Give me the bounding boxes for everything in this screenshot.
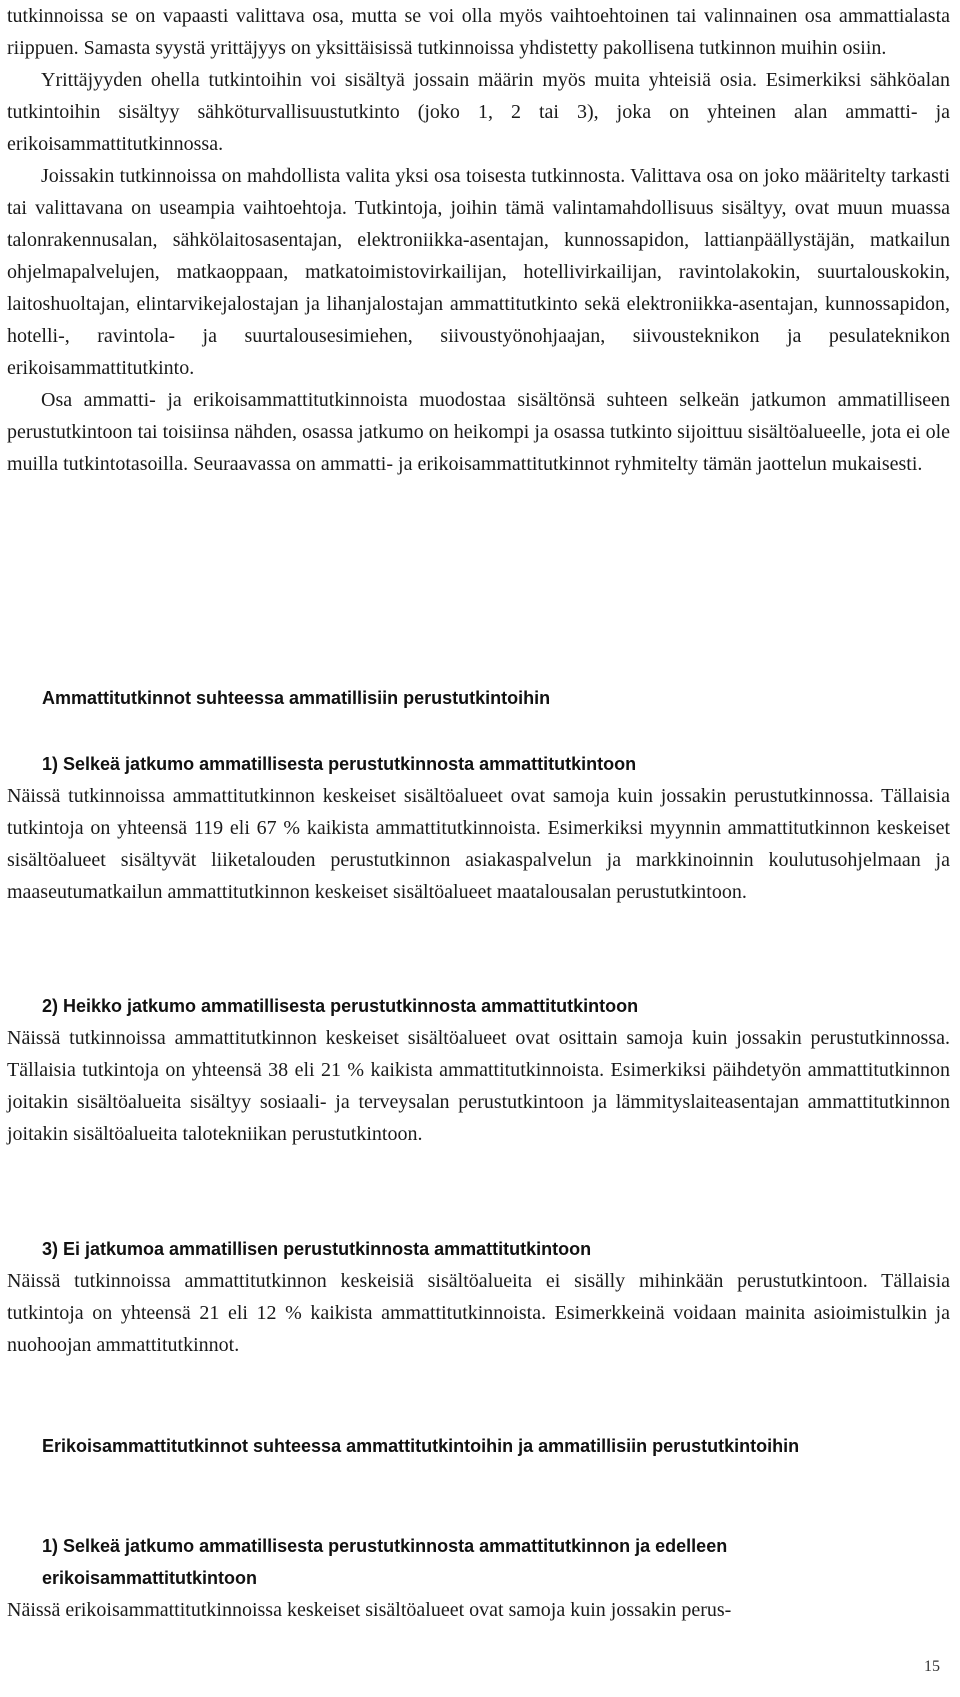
section-heading-ammattitutkinnot: Ammattitutkinnot suhteessa ammatillisiin perustutkintoihin bbox=[42, 688, 551, 708]
subsection-1-paragraph: Näissä tutkinnoissa ammattitutkinnon keskeiset sisältöalueet ovat samoja kuin jossakin perustutkinnossa. Tällaisia tutkintoja on yhteensä 119 eli 67 % kaikista ammattitutkinnoista. Esimerkiksi myynnin ammattitutkinnon keskeiset sisältöalueet sisältyvät liiketalouden perustutkinnon asiakaspalvelun ja markkinoinnin koulutusohjelmaan ja maaseutumatkailun ammattitutkinnon keskeiset sisältöalueet maatalousalan perustutkintoon. bbox=[7, 785, 950, 903]
intro-paragraph-4: Osa ammatti- ja erikoisammattitutkinnoista muodostaa sisältönsä suhteen selkeän jatkumon ammatilliseen perustutkintoon tai toisiinsa nähden, osassa jatkumo on heikompi ja osassa tutkinto sijoittuu sisältöalueelle, jota ei ole muilla tutkintotasoilla. Seuraavassa on ammatti- ja erikoisammattitutkinnot ryhmitelty tämän jaottelun mukaisesti. bbox=[7, 389, 950, 475]
subsection-erikois-1-text bbox=[7, 1594, 950, 1626]
subheading-2: 2) Heikko jatkumo ammatillisesta perustutkinnosta ammattitutkintoon bbox=[42, 996, 639, 1016]
subheading-1: 1) Selkeä jatkumo ammatillisesta perustutkinnosta ammattitutkintoon bbox=[42, 754, 637, 774]
subsection-erikois-1-paragraph: Näissä erikoisammattitutkinnoissa keskeiset sisältöalueet ovat samoja kuin jossakin perus- bbox=[7, 1599, 732, 1621]
page-number: 15 bbox=[924, 1658, 940, 1675]
subsection-3-paragraph: Näissä tutkinnoissa ammattitutkinnon keskeisiä sisältöalueita ei sisälly mihinkään perustutkintoon. Tällaisia tutkintoja on yhteensä 21 eli 12 % kaikista ammattitutkinnoista. Esimerkkeinä voidaan mainita asioimistulkin ja nuohoojan ammattitutkinnot. bbox=[7, 1270, 950, 1356]
subsection-1-text bbox=[7, 780, 950, 908]
subheading-3: 3) Ei jatkumoa ammatillisen perustutkinnosta ammattitutkintoon bbox=[42, 1239, 592, 1259]
intro-paragraph-3: Joissakin tutkinnoissa on mahdollista valita yksi osa toisesta tutkinnosta. Valittava osa on joko määritelty tarkasti tai valittavana on useampia vaihtoehtoja. Tutkintoja, joihin tämä valintamahdollisuus sisältyy, ovat muun muassa talonrakennusalan, sähkölaitosasentajan, elektroniikka-asentajan, kunnossapidon, lattianpäällystäjän, matkailun ohjelmapalvelujen, matkaoppaan, matkatoimistovirkailijan, hotellivirkailijan, ravintolakokin, suurtalouskokin, laitoshuoltajan, elintarvikejalostajan ja lihanjalostajan ammattitutkinto sekä elektroniikka-asentajan, kunnossapidon, hotelli-, ravintola- ja suurtalousesimiehen, siivoustyönohjaajan, siivousteknikon ja pesulateknikon erikoisammattitutkinto. bbox=[7, 165, 950, 379]
subsection-3-text bbox=[7, 1265, 950, 1361]
subsection-2-paragraph: Näissä tutkinnoissa ammattitutkinnon keskeiset sisältöalueet ovat osittain samoja kuin jossakin perustutkinnossa. Tällaisia tutkintoja on yhteensä 38 eli 21 % kaikista ammattitutkinnoista. Esimerkiksi päihdetyön ammattitutkinnon joitakin sisältöalueita sisältyy sosiaali- ja terveysalan perustutkintoon ja lämmityslaiteasentajan ammattitutkinnon joitakin sisältöalueita talotekniikan perustutkintoon. bbox=[7, 1027, 950, 1145]
intro-paragraph-1: tutkinnoissa se on vapaasti valittava osa, mutta se voi olla myös vaihtoehtoinen tai valinnainen osa ammattialasta riippuen. Samasta syystä yrittäjyys on yksittäisissä tutkinnoissa yhdistetty pakollisena tutkinnon muihin osiin. bbox=[7, 5, 950, 59]
intro-paragraph-2: Yrittäjyyden ohella tutkintoihin voi sisältyä jossain määrin myös muita yhteisiä osia. Esimerkiksi sähköalan tutkintoihin sisältyy sähköturvallisuustutkinto (joko 1, 2 tai 3), joka on yhteinen alan ammatti- ja erikoisammattitutkinnossa. bbox=[7, 69, 950, 155]
subheading-erikois-1: 1) Selkeä jatkumo ammatillisesta perustutkinnosta ammattitutkinnon ja edelleen erikoisammattitutkintoon bbox=[42, 1536, 728, 1588]
section-heading-erikoisammattitutkinnot: Erikoisammattitutkinnot suhteessa ammattitutkintoihin ja ammatillisiin perustutkintoihin bbox=[42, 1436, 800, 1456]
subsection-2-text bbox=[7, 1022, 950, 1150]
intro-text-block bbox=[7, 0, 950, 480]
